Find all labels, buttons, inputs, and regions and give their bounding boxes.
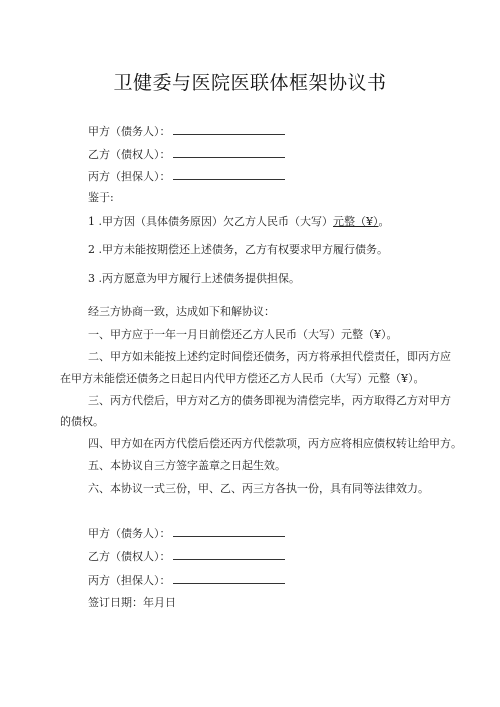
party-a-label: 甲方（债务人）： (88, 125, 171, 138)
recital-2: 2 .甲方未能按期偿还上述债务，乙方有权要求甲方履行债务。 (88, 243, 388, 256)
sign-party-c-label: 丙方（担保人）： (88, 574, 171, 587)
party-c-label: 丙方（担保人）： (88, 170, 171, 183)
sign-party-c-blank (173, 573, 285, 584)
clause-4: 四、甲方如在丙方代偿后偿还丙方代偿款项，丙方应将相应债权转让给甲方。 (88, 437, 462, 450)
party-a-blank (173, 124, 285, 135)
sign-date: 签订日期：年月日 (88, 596, 176, 609)
party-c-blank (173, 169, 285, 180)
sign-party-c-line (88, 573, 285, 588)
party-a-line (88, 124, 285, 139)
sign-party-b-line (88, 549, 285, 564)
clause-3-line-2: 的债权。 (60, 415, 104, 428)
party-b-label: 乙方（债权人）： (88, 148, 171, 161)
sign-party-a-blank (173, 526, 285, 537)
clause-3-line-1: 三、丙方代偿后，甲方对乙方的债务即视为清偿完毕，丙方取得乙方对甲方 (88, 394, 451, 407)
party-b-line (88, 147, 285, 162)
clause-5: 五、本协议自三方签字盖章之日起生效。 (88, 459, 286, 472)
sign-party-b-blank (173, 549, 285, 560)
whereas-heading: 鉴于: (88, 191, 114, 204)
agreement-intro: 经三方协商一致，达成如下和解协议： (88, 305, 275, 318)
recital-3: 3 .丙方愿意为甲方履行上述债务提供担保。 (88, 272, 300, 285)
clause-6: 六、本协议一式三份，甲、乙、丙三方各执一份，具有同等法律效力。 (88, 482, 429, 495)
clause-1: 一、甲方应于一年一月日前偿还乙方人民币（大写）元整（¥）。 (88, 328, 398, 341)
recital-1-underlined: 元整（¥） (333, 215, 379, 228)
recital-1-prefix: 1 .甲方因（具体债务原因）欠乙方人民币（大写） (88, 215, 333, 228)
recital-1 (88, 215, 390, 229)
party-b-blank (173, 147, 285, 158)
document-title: 卫健委与医院医联体框架协议书 (113, 72, 387, 94)
sign-party-a-label: 甲方（债务人）： (88, 527, 171, 540)
recital-1-suffix: 。 (378, 215, 390, 228)
sign-party-a-line (88, 526, 285, 541)
clause-2-line-1: 二、甲方如未能按上述约定时间偿还债务，丙方将承担代偿责任，即丙方应 (88, 350, 451, 363)
party-c-line (88, 169, 285, 184)
sign-party-b-label: 乙方（债权人）： (88, 550, 171, 563)
clause-2-line-2: 在甲方未能偿还债务之日起日内代甲方偿还乙方人民币（大写）元整（¥）。 (60, 372, 425, 385)
